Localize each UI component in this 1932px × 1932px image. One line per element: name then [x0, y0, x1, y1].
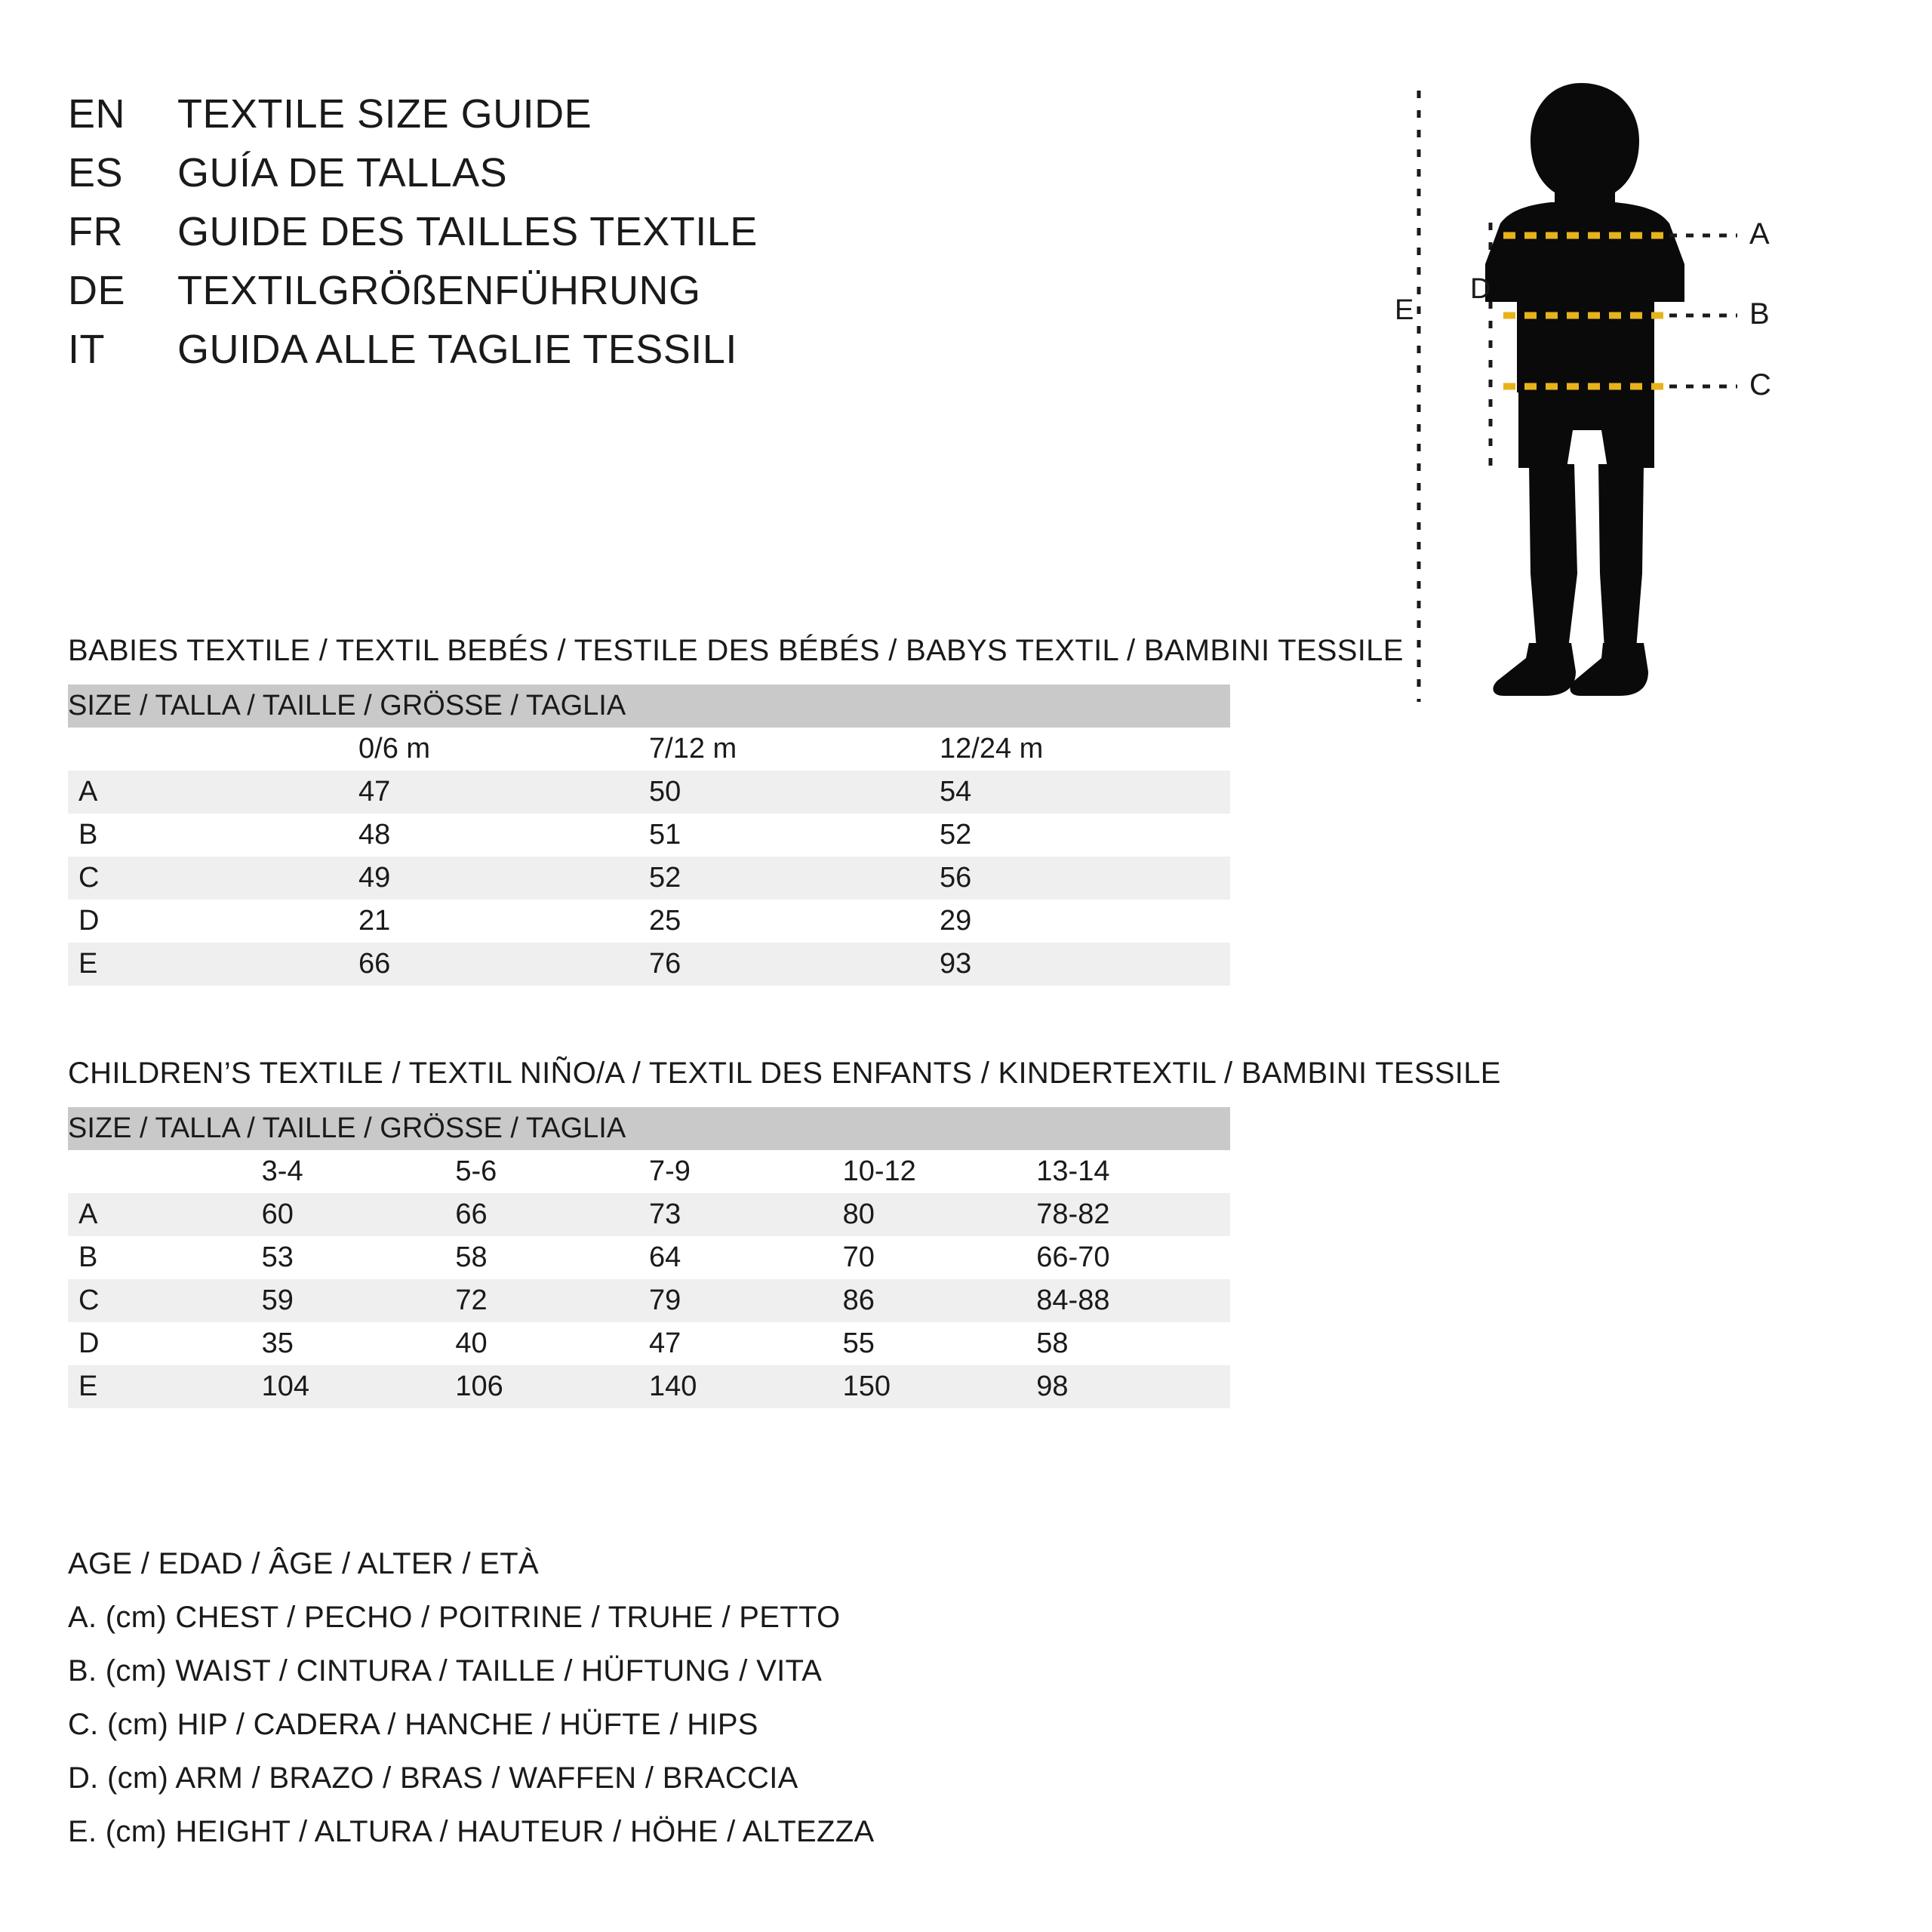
- children-row-label: C: [68, 1279, 262, 1322]
- children-cell: 84-88: [1036, 1279, 1230, 1322]
- babies-cell: 51: [649, 814, 940, 857]
- children-cell: 60: [262, 1193, 456, 1236]
- children-cell: 66-70: [1036, 1236, 1230, 1279]
- table-row: [68, 1365, 1230, 1408]
- children-row-label: A: [68, 1193, 262, 1236]
- children-table-header-row: [68, 1107, 1230, 1150]
- babies-cell: 25: [649, 900, 940, 943]
- children-cell: 79: [649, 1279, 843, 1322]
- babies-row-label: D: [68, 900, 358, 943]
- babies-cell: 54: [940, 771, 1230, 814]
- children-cell: 140: [649, 1365, 843, 1408]
- figure-label-b: B: [1749, 297, 1770, 331]
- legend-line-chest: A. (cm) CHEST / PECHO / POITRINE / TRUHE / PETTO: [68, 1601, 841, 1634]
- children-cell: 73: [649, 1193, 843, 1236]
- language-title: TEXTILGRÖßENFÜHRUNG: [177, 268, 701, 313]
- legend-line-arm: D. (cm) ARM / BRAZO / BRAS / WAFFEN / BRACCIA: [68, 1761, 798, 1795]
- children-cell: 106: [455, 1365, 649, 1408]
- babies-row-label: A: [68, 771, 358, 814]
- babies-section: [68, 634, 1547, 986]
- table-row: [68, 943, 1230, 986]
- children-row-label: B: [68, 1236, 262, 1279]
- babies-row-label: B: [68, 814, 358, 857]
- children-cell: 86: [843, 1279, 1037, 1322]
- table-row: [68, 1236, 1230, 1279]
- children-cell: 66: [455, 1193, 649, 1236]
- babies-row-label: E: [68, 943, 358, 986]
- babies-cell: 93: [940, 943, 1230, 986]
- table-row: [68, 771, 1230, 814]
- figure-label-c: C: [1749, 368, 1771, 401]
- babies-column-header-row: [68, 728, 1230, 771]
- children-cell: 78-82: [1036, 1193, 1230, 1236]
- legend-line-age: AGE / EDAD / ÂGE / ALTER / ETÀ: [68, 1547, 539, 1580]
- figure-label-a: A: [1749, 217, 1770, 251]
- children-cell: 55: [843, 1322, 1037, 1365]
- legend-line-hip: C. (cm) HIP / CADERA / HANCHE / HÜFTE / HIPS: [68, 1708, 758, 1741]
- figure-label-e: E: [1395, 294, 1414, 326]
- children-cell: 35: [262, 1322, 456, 1365]
- language-code: FR: [68, 209, 123, 254]
- language-code: DE: [68, 268, 126, 313]
- children-row-label: D: [68, 1322, 262, 1365]
- children-cell: 98: [1036, 1365, 1230, 1408]
- children-section-title: CHILDREN’S TEXTILE / TEXTIL NIÑO/A / TEXTIL DES ENFANTS / KINDERTEXTIL / BAMBINI TESSILE: [68, 1057, 1501, 1090]
- table-row: [68, 1322, 1230, 1365]
- babies-cell: 66: [358, 943, 649, 986]
- language-row: [68, 149, 1275, 196]
- table-row: [68, 1193, 1230, 1236]
- children-cell: 58: [1036, 1322, 1230, 1365]
- babies-cell: 48: [358, 814, 649, 857]
- babies-cell: 21: [358, 900, 649, 943]
- legend-line-height: E. (cm) HEIGHT / ALTURA / HAUTEUR / HÖHE / ALTEZZA: [68, 1815, 875, 1848]
- language-title: TEXTILE SIZE GUIDE: [177, 91, 592, 137]
- table-row: [68, 814, 1230, 857]
- babies-section-title: BABIES TEXTILE / TEXTIL BEBÉS / TESTILE DES BÉBÉS / BABYS TEXTIL / BAMBINI TESSILE: [68, 634, 1404, 667]
- babies-cell: 29: [940, 900, 1230, 943]
- language-row: [68, 267, 1275, 314]
- language-code: EN: [68, 91, 126, 137]
- language-row: [68, 326, 1275, 373]
- language-title: GUIDA ALLE TAGLIE TESSILI: [177, 327, 737, 372]
- language-title: GUÍA DE TALLAS: [177, 150, 508, 195]
- babies-column-0: 0/6 m: [358, 728, 649, 771]
- children-row-label: E: [68, 1365, 262, 1408]
- babies-size-table: [68, 685, 1230, 986]
- babies-cell: 56: [940, 857, 1230, 900]
- babies-cell: 50: [649, 771, 940, 814]
- babies-cell: 49: [358, 857, 649, 900]
- children-column-2: 7-9: [649, 1150, 843, 1193]
- language-code: ES: [68, 150, 124, 195]
- babies-column-2: 12/24 m: [940, 728, 1230, 771]
- legend-block: [68, 1547, 1426, 1869]
- legend-line-waist: B. (cm) WAIST / CINTURA / TAILLE / HÜFTUNG / VITA: [68, 1654, 823, 1687]
- children-column-4: 13-14: [1036, 1150, 1230, 1193]
- children-section: [68, 1057, 1547, 1408]
- children-cell: 58: [455, 1236, 649, 1279]
- language-code: IT: [68, 327, 105, 372]
- children-cell: 104: [262, 1365, 456, 1408]
- table-row: [68, 857, 1230, 900]
- children-column-header-row: [68, 1150, 1230, 1193]
- children-column-1: 5-6: [455, 1150, 649, 1193]
- children-cell: 80: [843, 1193, 1037, 1236]
- language-title: GUIDE DES TAILLES TEXTILE: [177, 209, 758, 254]
- babies-cell: 52: [940, 814, 1230, 857]
- children-cell: 150: [843, 1365, 1037, 1408]
- language-title-block: [68, 91, 1275, 385]
- figure-label-d: D: [1470, 273, 1491, 305]
- language-row: [68, 208, 1275, 255]
- babies-cell: 52: [649, 857, 940, 900]
- children-table-header: SIZE / TALLA / TAILLE / GRÖSSE / TAGLIA: [68, 1107, 1230, 1150]
- children-size-table: [68, 1107, 1230, 1408]
- table-row: [68, 900, 1230, 943]
- empty-corner-cell: [68, 728, 358, 771]
- empty-corner-cell: [68, 1150, 262, 1193]
- babies-cell: 76: [649, 943, 940, 986]
- children-cell: 72: [455, 1279, 649, 1322]
- children-cell: 40: [455, 1322, 649, 1365]
- children-cell: 64: [649, 1236, 843, 1279]
- table-row: [68, 1279, 1230, 1322]
- babies-cell: 47: [358, 771, 649, 814]
- babies-table-header-row: [68, 685, 1230, 728]
- babies-column-1: 7/12 m: [649, 728, 940, 771]
- children-cell: 47: [649, 1322, 843, 1365]
- children-column-3: 10-12: [843, 1150, 1037, 1193]
- children-cell: 59: [262, 1279, 456, 1322]
- children-cell: 70: [843, 1236, 1037, 1279]
- children-cell: 53: [262, 1236, 456, 1279]
- babies-table-header: SIZE / TALLA / TAILLE / GRÖSSE / TAGLIA: [68, 685, 1230, 728]
- language-row: [68, 91, 1275, 137]
- children-column-0: 3-4: [262, 1150, 456, 1193]
- babies-row-label: C: [68, 857, 358, 900]
